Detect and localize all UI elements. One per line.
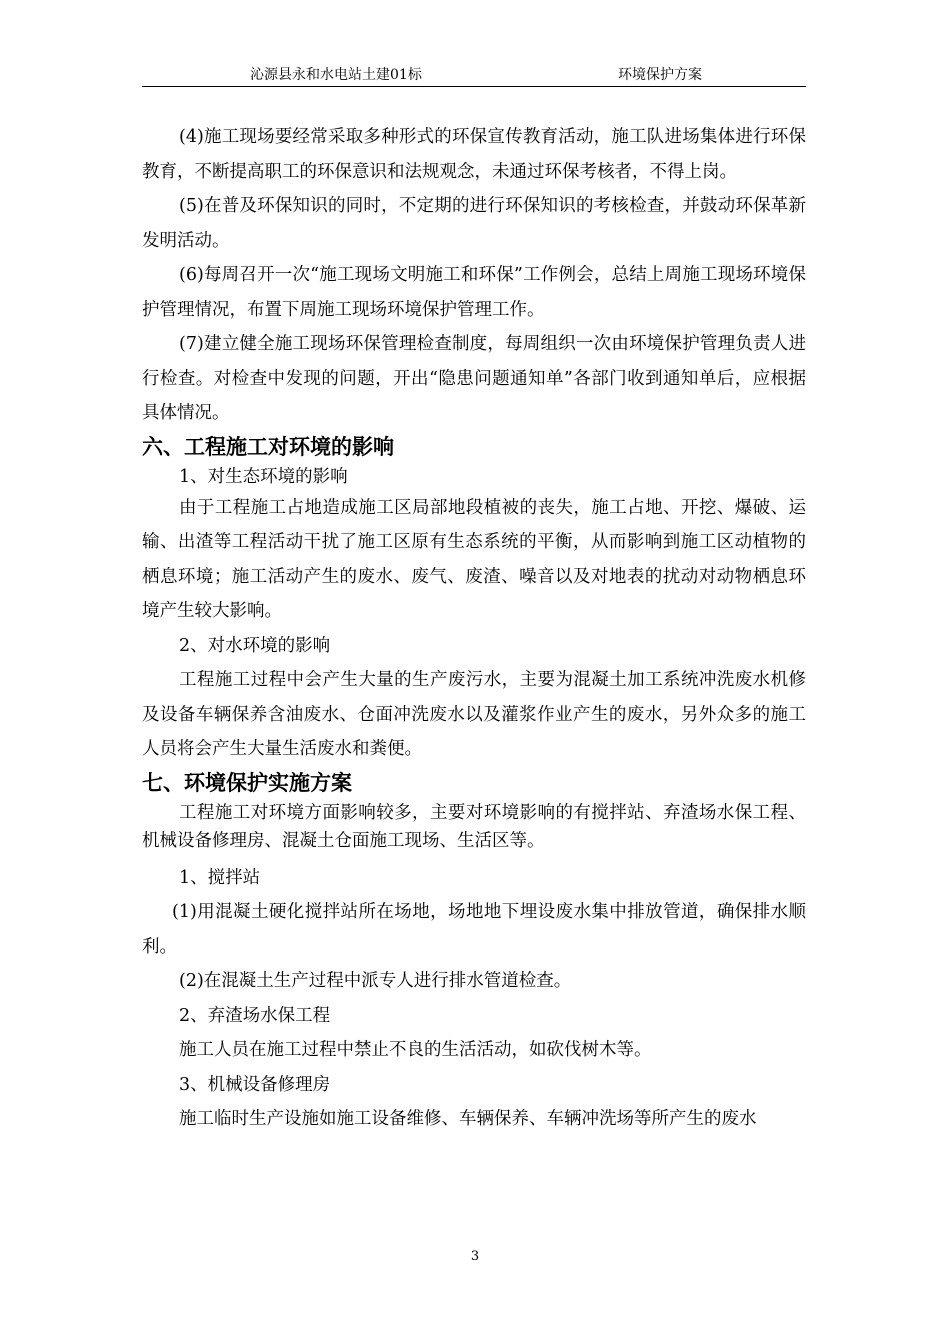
paragraph-item-6: (6)每周召开一次“施工现场文明施工和环保”工作例会，总结上周施工现场环境保护管理情况，布置下周施工现场环境保护管理工作。 — [142, 265, 806, 320]
paragraph-item-4: (4)施工现场要经常采取多种形式的环保宣传教育活动，施工队进场集体进行环保教育，不断提高职工的环保意识和法规观念，未通过环保考核者，不得上岗。 — [142, 127, 806, 182]
paragraph-6-2: 工程施工过程中会产生大量的生产废污水，主要为混凝土加工系统冲洗废水机修及设备车辆保养含油废水、仓面冲洗废水以及灌浆作业产生的废水，另外众多的施工人员将会产生大量生活废水和粪便。 — [142, 670, 806, 759]
paragraph-7-intro: 工程施工对环境方面影响较多，主要对环境影响的有搅拌站、弃渣场水保工程、机械设备修理房、混凝土仓面施工现场、生活区等。 — [142, 802, 806, 851]
paragraph-item-7: (7)建立健全施工现场环保管理检查制度，每周组织一次由环境保护管理负责人进行检查。对检查中发现的问题，开出“隐患问题通知单”各部门收到通知单后，应根据具体情况。 — [142, 334, 806, 423]
section-heading-6: 六、工程施工对环境的影响 — [142, 434, 394, 459]
paragraph-7-3: 施工临时生产设施如施工设备维修、车辆保养、车辆冲洗场等所产生的废水 — [179, 1109, 757, 1129]
paragraph-7-2: 施工人员在施工过程中禁止不良的生活活动，如砍伐树木等。 — [179, 1040, 652, 1060]
paragraph-item-5: (5)在普及环保知识的同时，不定期的进行环保知识的考核检查，并鼓动环保革新发明活动。 — [142, 196, 806, 251]
subheading-6-2: 2、对水环境的影响 — [179, 635, 331, 656]
subheading-7-3: 3、机械设备修理房 — [179, 1074, 331, 1095]
section-heading-7: 七、环境保护实施方案 — [142, 770, 352, 795]
subheading-6-1: 1、对生态环境的影响 — [179, 466, 348, 487]
paragraph-7-1-b: (2)在混凝土生产过程中派专人进行排水管道检查。 — [179, 971, 572, 991]
document-body — [142, 120, 806, 1137]
page-header — [142, 64, 806, 87]
subheading-7-2: 2、弃渣场水保工程 — [179, 1005, 331, 1026]
page-number: 3 — [470, 1249, 480, 1264]
paragraph-6-1: 由于工程施工占地造成施工区局部地段植被的丧失，施工占地、开挖、爆破、运输、出渣等工程活动干扰了施工区原有生态系统的平衡，从而影响到施工区动植物的栖息环境；施工活动产生的废水、废气、废渣、噪音以及对地表的扰动对动物栖息环境产生较大影响。 — [142, 497, 806, 621]
subheading-7-1: 1、搅拌站 — [179, 867, 261, 888]
header-project-title: 沁源县永和水电站土建01标 — [250, 67, 422, 83]
paragraph-7-1-a: (1)用混凝土硬化搅拌站所在场地，场地地下埋设废水集中排放管道，确保排水顺利。 — [142, 902, 806, 957]
header-doc-title: 环境保护方案 — [618, 67, 702, 83]
